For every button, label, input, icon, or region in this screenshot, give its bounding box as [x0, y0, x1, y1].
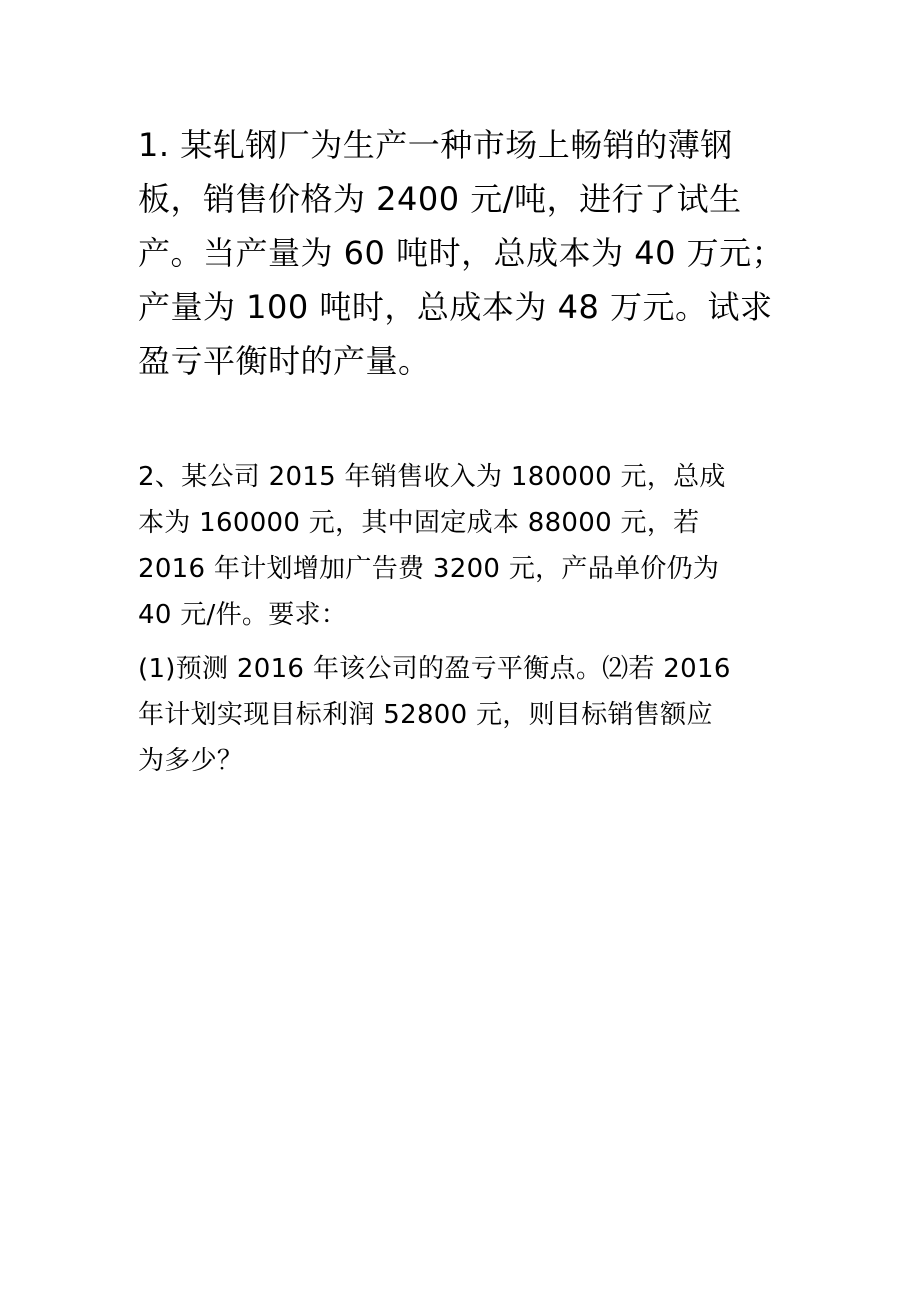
question-1-line: 产。当产量为 60 吨时，总成本为 40 万元； — [138, 234, 785, 272]
question-1-line: 产量为 100 吨时，总成本为 48 万元。试求 — [138, 288, 773, 326]
question-1-line: 1. 某轧钢厂为生产一种市场上畅销的薄钢 — [138, 126, 733, 164]
question-2-subquestion-line: 为多少？ — [138, 746, 244, 776]
question-2-line: 本为 160000 元，其中固定成本 88000 元，若 — [138, 508, 700, 538]
question-1-line: 板，销售价格为 2400 元/吨，进行了试生 — [138, 180, 742, 218]
paragraph-gap — [138, 638, 818, 646]
question-2 — [138, 454, 818, 784]
question-1 — [138, 118, 818, 388]
question-2-line: 2、某公司 2015 年销售收入为 180000 元，总成 — [138, 462, 726, 492]
question-2-line: 40 元/件。要求： — [138, 600, 348, 630]
question-2-subquestion-line: (1)预测 2016 年该公司的盈亏平衡点。⑵若 2016 — [138, 654, 731, 684]
question-1-line: 盈亏平衡时的产量。 — [138, 342, 431, 380]
question-2-line: 2016 年计划增加广告费 3200 元，产品单价仍为 — [138, 554, 720, 584]
question-2-subquestion-line: 年计划实现目标利润 52800 元，则目标销售额应 — [138, 700, 713, 730]
